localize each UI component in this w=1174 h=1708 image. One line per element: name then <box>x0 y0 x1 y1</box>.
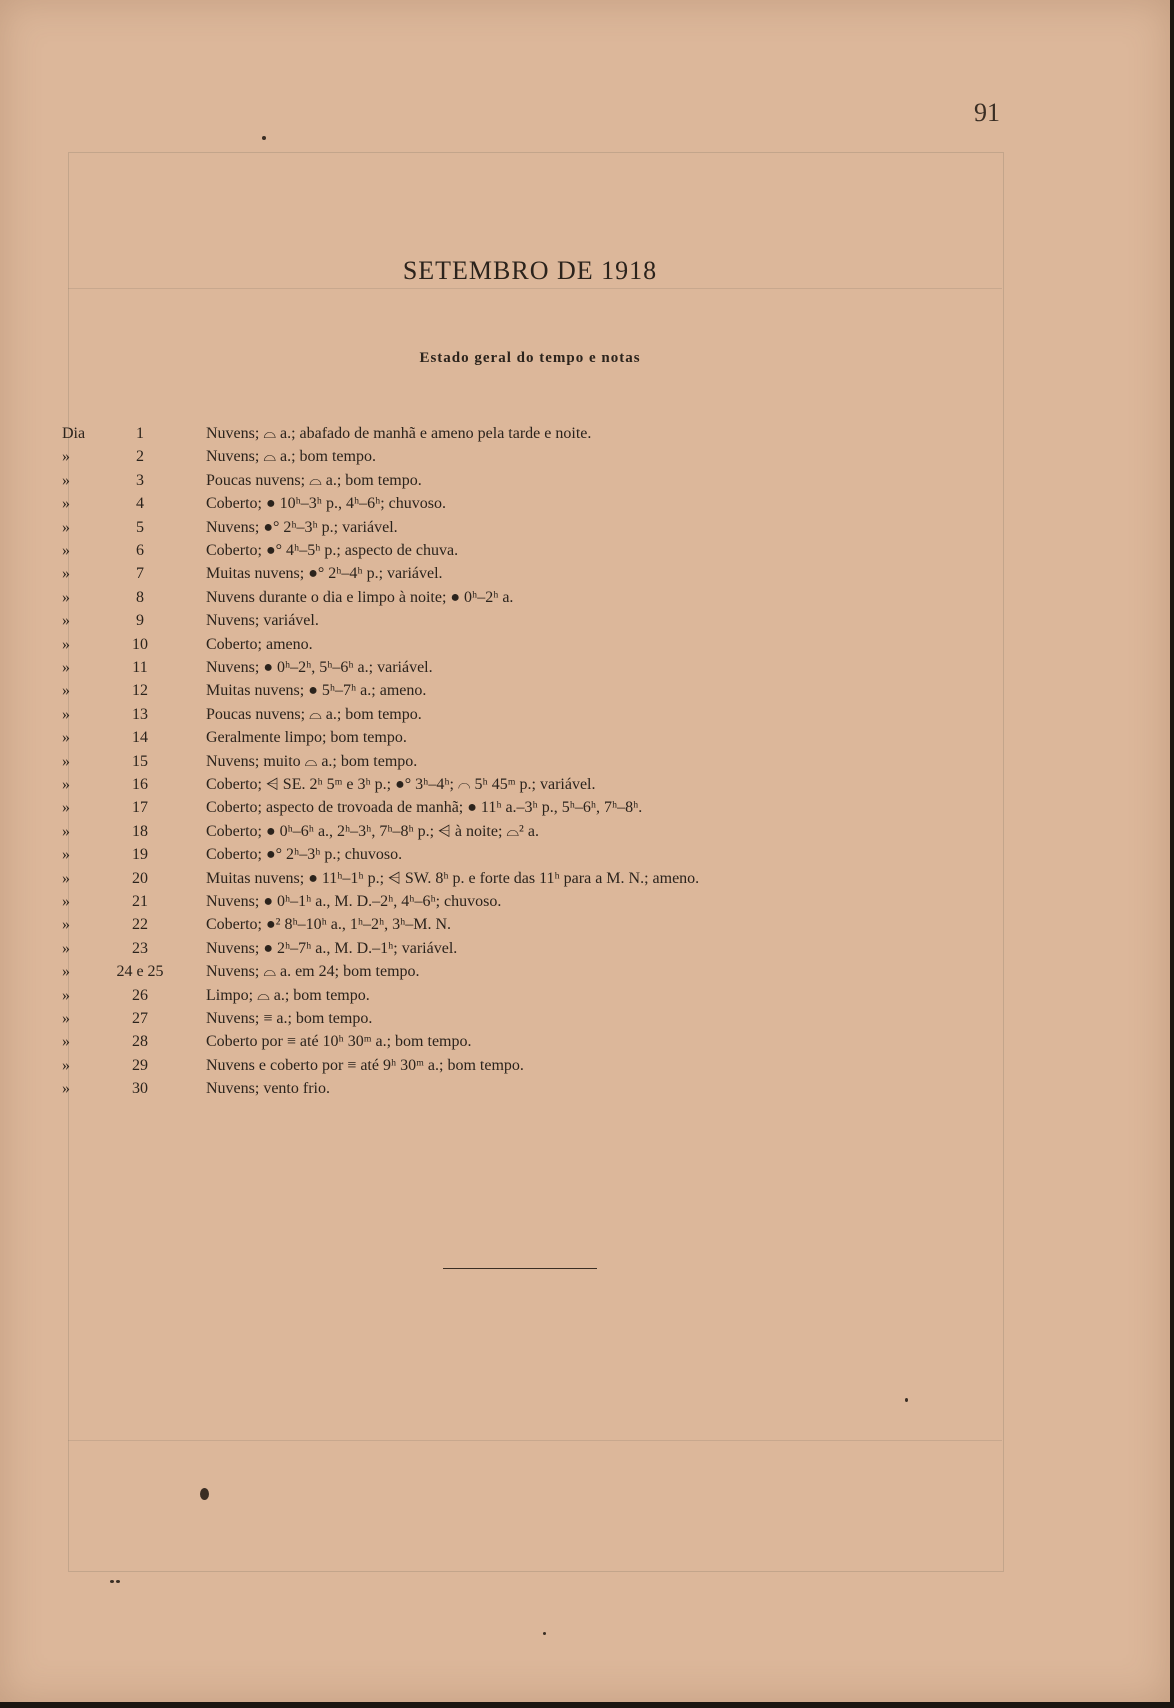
table-row <box>0 867 1100 890</box>
ditto-mark: » <box>62 1033 70 1051</box>
weather-note: Coberto; ⩤ SE. 2ʰ 5ᵐ e 3ʰ p.; ●° 3ʰ–4ʰ; ⌒ 5ʰ 45ᵐ p.; variável. <box>206 776 596 793</box>
day-number: 3 <box>136 471 144 489</box>
weather-note: Nuvens; variável. <box>206 612 319 630</box>
closing-rule <box>443 1268 597 1269</box>
weather-note: Muitas nuvens; ● 5ʰ–7ʰ a.; ameno. <box>206 682 427 700</box>
day-number: 13 <box>132 705 148 723</box>
bleed-through-line <box>68 1440 1002 1441</box>
ink-spot <box>262 136 266 140</box>
table-row <box>0 913 1100 936</box>
table-row <box>0 1030 1100 1053</box>
day-number: 24 e 25 <box>116 963 164 981</box>
table-row <box>0 633 1100 656</box>
ditto-mark: » <box>62 659 70 676</box>
ditto-mark: » <box>62 776 70 793</box>
ditto-mark: » <box>62 869 70 887</box>
table-row <box>0 820 1100 843</box>
weather-note: Nuvens; ⌓ a.; bom tempo. <box>206 448 376 466</box>
ditto-mark: » <box>62 729 70 747</box>
ditto-mark: » <box>62 518 70 536</box>
day-number: 1 <box>136 425 144 442</box>
ditto-mark: » <box>62 799 70 817</box>
weather-note: Nuvens; ● 0ʰ–2ʰ, 5ʰ–6ʰ a.; variável. <box>206 659 433 676</box>
ditto-mark: » <box>62 1080 70 1098</box>
table-row <box>0 1054 1100 1077</box>
ditto-mark: » <box>62 471 70 489</box>
weather-note: Coberto; ● 10ʰ–3ʰ p., 4ʰ–6ʰ; chuvoso. <box>206 495 446 513</box>
ditto-mark: » <box>62 542 70 559</box>
table-row <box>0 726 1100 749</box>
weather-note: Nuvens; ●° 2ʰ–3ʰ p.; variável. <box>206 518 398 536</box>
ditto-mark: » <box>62 588 70 606</box>
weather-note: Poucas nuvens; ⌓ a.; bom tempo. <box>206 471 422 489</box>
ink-spot <box>110 1580 114 1583</box>
ditto-mark: » <box>62 939 70 957</box>
table-row <box>0 703 1100 726</box>
table-row <box>0 492 1100 515</box>
day-number: 16 <box>132 776 148 793</box>
ditto-mark: » <box>62 822 70 840</box>
day-number: 19 <box>132 846 148 864</box>
ink-spot <box>200 1488 209 1500</box>
day-number: 26 <box>132 986 148 1004</box>
page-title: SETEMBRO DE 1918 <box>402 256 658 285</box>
day-number: 29 <box>132 1056 148 1074</box>
weather-note: Limpo; ⌓ a.; bom tempo. <box>206 986 370 1004</box>
day-number: 17 <box>132 799 148 817</box>
day-number: 12 <box>132 682 148 700</box>
day-number: 11 <box>132 659 148 676</box>
weather-note: Nuvens; muito ⌓ a.; bom tempo. <box>206 752 418 770</box>
day-number: 8 <box>136 588 144 606</box>
day-number: 20 <box>132 869 148 887</box>
weather-note: Muitas nuvens; ●° 2ʰ–4ʰ p.; variável. <box>206 565 443 583</box>
weather-note: Nuvens; ⌓ a.; abafado de manhã e ameno pela tarde e noite. <box>206 425 592 442</box>
weather-note: Nuvens; ⌓ a. em 24; bom tempo. <box>206 963 420 981</box>
weather-note: Coberto; ● 0ʰ–6ʰ a., 2ʰ–3ʰ, 7ʰ–8ʰ p.; ⩤ à noite; ⌓² a. <box>206 822 539 840</box>
ditto-mark: » <box>62 495 70 513</box>
table-row <box>0 843 1100 866</box>
day-number: 18 <box>132 822 148 840</box>
ink-spot <box>116 1580 120 1583</box>
day-number: 15 <box>132 752 148 770</box>
ditto-mark: » <box>62 682 70 700</box>
weather-note: Geralmente limpo; bom tempo. <box>206 729 407 747</box>
page-number: 91 <box>974 98 1000 127</box>
day-number: 10 <box>132 635 148 653</box>
ditto-mark: » <box>62 565 70 583</box>
bleed-through-line <box>68 288 1002 289</box>
weather-note: Nuvens; ≡ a.; bom tempo. <box>206 1010 373 1027</box>
weather-note: Muitas nuvens; ● 11ʰ–1ʰ p.; ⩤ SW. 8ʰ p. e forte das 11ʰ para a M. N.; ameno. <box>206 869 700 887</box>
ditto-mark: » <box>62 448 70 466</box>
weather-note: Coberto; ●² 8ʰ–10ʰ a., 1ʰ–2ʰ, 3ʰ–M. N. <box>206 916 452 934</box>
day-number: 9 <box>136 612 144 630</box>
day-number: 2 <box>136 448 144 466</box>
ditto-mark: » <box>62 752 70 770</box>
table-row <box>0 750 1100 773</box>
table-row <box>0 586 1100 609</box>
ditto-mark: » <box>62 1010 70 1027</box>
ditto-mark: » <box>62 846 70 864</box>
weather-note: Coberto; ●° 4ʰ–5ʰ p.; aspecto de chuva. <box>206 542 459 559</box>
weather-note: Poucas nuvens; ⌓ a.; bom tempo. <box>206 705 422 723</box>
table-row <box>0 679 1100 702</box>
ditto-mark: » <box>62 1056 70 1074</box>
weather-note: Coberto; ●° 2ʰ–3ʰ p.; chuvoso. <box>206 846 403 864</box>
weather-note: Nuvens; vento frio. <box>206 1080 330 1098</box>
ditto-mark: » <box>62 963 70 981</box>
day-number: 30 <box>132 1080 148 1098</box>
table-row <box>0 937 1100 960</box>
day-number: 14 <box>132 729 148 747</box>
day-number: 23 <box>132 939 148 957</box>
table-row <box>0 656 1100 679</box>
weather-note: Coberto; aspecto de trovoada de manhã; ● 11ʰ a.–3ʰ p., 5ʰ–6ʰ, 7ʰ–8ʰ. <box>206 799 643 817</box>
table-row <box>0 445 1100 468</box>
day-number: 4 <box>136 495 144 513</box>
weather-note: Nuvens; ● 2ʰ–7ʰ a., M. D.–1ʰ; variável. <box>206 939 458 957</box>
weather-note: Nuvens durante o dia e limpo à noite; ● 0ʰ–2ʰ a. <box>206 588 514 606</box>
table-row <box>0 960 1100 983</box>
day-number: 21 <box>132 893 148 910</box>
day-number: 27 <box>132 1010 148 1027</box>
table-row <box>0 890 1100 913</box>
table-row <box>0 1077 1100 1100</box>
table-row <box>0 422 1100 445</box>
ditto-mark: » <box>62 705 70 723</box>
ditto-mark: » <box>62 893 70 910</box>
table-row <box>0 469 1100 492</box>
ink-spot <box>905 1398 908 1402</box>
table-row <box>0 609 1100 632</box>
table-row <box>0 773 1100 796</box>
table-row <box>0 796 1100 819</box>
ink-spot <box>543 1632 546 1635</box>
day-number: 22 <box>132 916 148 934</box>
ditto-mark: » <box>62 986 70 1004</box>
weather-note: Nuvens; ● 0ʰ–1ʰ a., M. D.–2ʰ, 4ʰ–6ʰ; chuvoso. <box>206 893 502 910</box>
table-row <box>0 984 1100 1007</box>
ditto-mark: » <box>62 916 70 934</box>
table-row <box>0 539 1100 562</box>
day-number: 6 <box>136 542 144 559</box>
weather-note: Coberto; ameno. <box>206 635 313 653</box>
day-column-label: Dia <box>62 425 86 442</box>
ditto-mark: » <box>62 612 70 630</box>
weather-note: Coberto por ≡ até 10ʰ 30ᵐ a.; bom tempo. <box>206 1033 472 1051</box>
table-row <box>0 516 1100 539</box>
table-row <box>0 1007 1100 1030</box>
ditto-mark: » <box>62 635 70 653</box>
table-row <box>0 562 1100 585</box>
day-number: 7 <box>136 565 144 583</box>
day-number: 28 <box>132 1033 148 1051</box>
day-number: 5 <box>136 518 144 536</box>
weather-note: Nuvens e coberto por ≡ até 9ʰ 30ᵐ a.; bom tempo. <box>206 1056 524 1074</box>
section-subtitle: Estado geral do tempo e notas <box>419 350 641 366</box>
